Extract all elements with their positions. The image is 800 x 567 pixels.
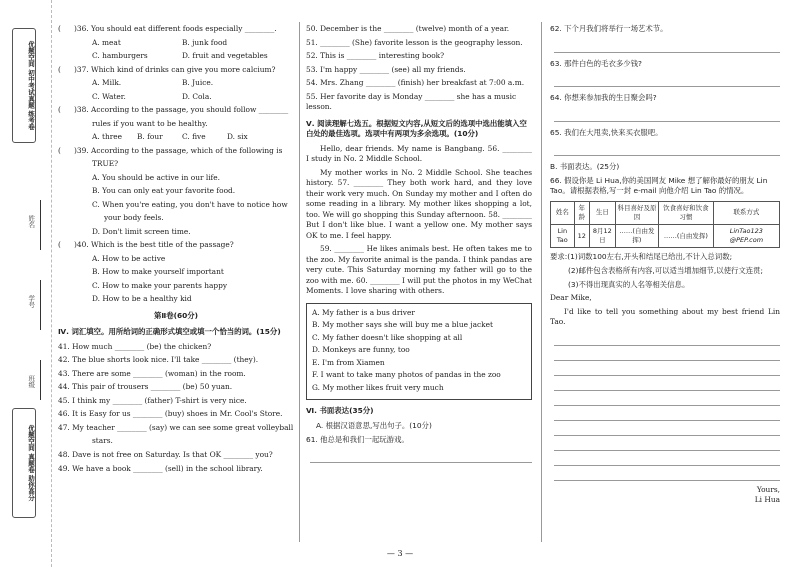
question-63: 63. 那件白色的毛衣多少钱?	[550, 58, 642, 68]
student-id-label: 学号	[27, 295, 36, 308]
passage-para-2: My mother works in No. 2 Middle School. She teaches history. 57. ________ They both work hard, and they love their work very much. On Sunday my mother and I often do some reading in a library. My mother likes shopping a lot, too. We will go shopping this Sunday afternoon. 58. ________ But I don't like blue. I want a yellow one. My mother says OK to me. I feel happy.	[306, 167, 532, 240]
writing-line[interactable]	[554, 436, 780, 451]
requirement-3: (3)不得出现真实的人名等相关信息。	[568, 279, 690, 289]
email-closing: Yours,	[756, 484, 780, 494]
fill-45: 45. I think my ________ (father) T-shirt is very nice.	[58, 395, 247, 405]
writing-line[interactable]	[554, 376, 780, 391]
writing-line[interactable]	[554, 421, 780, 436]
email-opening: I'd like to tell you something about my best friend Lin Tao.	[550, 306, 780, 327]
fill-51: 51. ________ (She) favorite lesson is the geography lesson.	[306, 37, 523, 47]
fill-46: 46. It is Easy for us ________ (buy) shoes in Mr. Cool's Store.	[58, 409, 283, 419]
question-40: ( )40. Which is the best title of the passage?	[58, 240, 234, 250]
email-greeting: Dear Mike,	[550, 293, 592, 303]
question-39: ( )39. According to the passage, which of the following is	[58, 145, 283, 155]
name-label: 姓名	[27, 215, 36, 228]
requirement-1: 要求:(1)词数100左右,开头和结尾已给出,不计入总词数;	[550, 252, 733, 262]
brand-badge-bottom: 优题空间 真题卷 助你高分	[12, 408, 36, 518]
fill-42: 42. The blue shorts look nice. I'll take ________ (they).	[58, 355, 259, 365]
section-b-title: B. 书面表达。(25分)	[550, 162, 620, 172]
question-62: 62. 下个月我们将举行一场艺术节。	[550, 24, 668, 33]
class-label: 班级	[27, 375, 36, 388]
passage-para-1: Hello, dear friends. My name is Bangbang. 56. ________ I study in No. 2 Middle School.	[306, 143, 532, 164]
brand-badge-top: 优题空间 初中考试真题 练考卷	[12, 28, 36, 143]
page-number: — 3 —	[386, 549, 414, 558]
fill-43: 43. There are some ________ (woman) in the room.	[58, 368, 246, 378]
fill-49: 49. We have a book ________ (sell) in the school library.	[58, 463, 263, 473]
fill-41: 41. How much ________ (be) the chicken?	[58, 341, 212, 351]
writing-line[interactable]	[554, 466, 780, 481]
writing-line[interactable]	[554, 451, 780, 466]
right-column	[550, 24, 780, 506]
fill-52: 52. This is ________ interesting book?	[306, 51, 445, 61]
fill-50: 50. December is the ________ (twelve) month of a year.	[306, 24, 510, 33]
writing-line[interactable]	[554, 406, 780, 421]
fill-54: 54. Mrs. Zhang ________ (finish) her breakfast at 7:00 a.m.	[306, 78, 525, 88]
answer-line-64[interactable]	[554, 107, 780, 122]
fill-53: 53. I'm happy ________ (see) all my friends.	[306, 64, 466, 74]
question-64: 64. 你想来参加我的生日聚会吗?	[550, 93, 657, 103]
question-65: 65. 我们在大甩卖,快来买衣服吧。	[550, 127, 663, 137]
writing-line[interactable]	[554, 331, 780, 346]
answer-line-62[interactable]	[554, 38, 780, 53]
section-6-part-a: A. 根据汉语意思,写出句子。(10分)	[316, 420, 432, 430]
student-id-line	[40, 280, 41, 330]
q36-options: A. meat B. junk food	[92, 37, 228, 47]
question-66: 66. 假设你是 Li Hua,你的美国网友 Mike 想了解你最好的朋友 Lin Tao。请根据表格,写一封 e-mail 向他介绍 Lin Tao 的情况。	[550, 175, 768, 196]
section-4-title: Ⅳ. 词汇填空。用所给词的正确形式填空或填一个恰当的词。(15分)	[58, 327, 281, 337]
fill-47: 47. My teacher ________ (say) we can see some great volleyball	[58, 422, 294, 432]
info-table: 姓名 年龄 生日 科目喜好及原因 饮食喜好和饮食习惯 联系方式 Lin Tao 12 8月12日 ……(自由发挥) ……(自由发挥) LinTao123 @PEP.com	[550, 201, 780, 249]
writing-line[interactable]	[554, 391, 780, 406]
binding-margin	[0, 0, 52, 567]
middle-column	[306, 24, 532, 463]
question-38: ( )38. According to the passage, you should follow ________	[58, 105, 289, 115]
answer-line-65[interactable]	[554, 141, 780, 156]
class-line	[40, 360, 41, 400]
question-36: ( )36. You should eat different foods especially ________.	[58, 24, 277, 33]
left-column: ( )36. You should eat different foods especially ________. A. meat B. junk food C. hamburgers D. fruit and vegetables ( )37. Which kind of drinks can give you more calcium? A. Milk. B. Juice. C. Water. D. Cola. ( )38. According to the passage, you should follow ________ rules if you want to be healthy. A. three B. four C. five D. six ( )39. According to the passage, which of the following is TRUE? A. You should be active in our life. B. You can only eat your favorite food. C. When you're eating, you don't have to notice how your body feels. D. Don't limit screen time. ( )40. Which is the best title of the passage? A. How to be active B. How to make yourself important C. How to make your parents happy D. How to be a healthy kid 第Ⅱ卷(60分) Ⅳ. 词汇填空。用所给词的正确形式填空或填一个恰当的词。(15分) 41. How much ________ (be) the chicken? 42. The blue shorts look nice. I'll take ________ (they). 43. There are some ________ (woman) in the room. 44. This pair of trousers ________ (be) 50 yuan. 45. I think my ________ (father) T-shirt is very nice. 46. It is Easy for us ________ (buy) shoes in Mr. Cool's Store. 47. My teacher ________ (say) we can see some great volleyball stars. 48. Dave is not free on Saturday. Is that OK ________ you? 49. We have a book ________ (sell) in the school library.	[58, 24, 294, 473]
question-61: 61. 他总是和我们一起玩游戏。	[306, 434, 409, 444]
question-37: ( )37. Which kind of drinks can give you more calcium?	[58, 64, 276, 74]
section-5-title: Ⅴ. 阅读理解七选五。根据短文内容,从短文后的选项中选出能填入空白处的最佳选项。选项中有两项为多余选项。(10分)	[306, 118, 527, 139]
writing-line[interactable]	[554, 346, 780, 361]
options-box: A. My father is a bus driver B. My mother says she will buy me a blue jacket C. My father doesn't like shopping at all D. Monkeys are funny, too E. I'm from Xiamen F. I want to take many photos of pandas in the zoo G. My mother likes fruit very much	[306, 303, 532, 401]
column-divider	[541, 22, 542, 542]
part-2-title: 第Ⅱ卷(60分)	[153, 310, 199, 320]
fill-48: 48. Dave is not free on Saturday. Is that OK ________ you?	[58, 449, 273, 459]
passage-para-3: 59. ________ He likes animals best. He often takes me to the zoo. My favorite animal is the panda. I think pandas are very cute. This Saturday morning my father will go to the zoo with me. 60. ________ I will put the photos in my WeChat Moments. I love sharing with others.	[306, 244, 532, 296]
email-signature: Li Hua	[754, 495, 780, 505]
answer-line-63[interactable]	[554, 72, 780, 87]
requirement-2: (2)邮件包含表格所有内容,可以适当增加细节,以使行文连贯;	[568, 266, 764, 275]
section-6-title: Ⅵ. 书面表达(35分)	[306, 406, 374, 416]
fill-44: 44. This pair of trousers ________ (be) 50 yuan.	[58, 382, 233, 392]
name-line	[40, 200, 41, 250]
column-divider	[299, 22, 300, 542]
writing-line[interactable]	[554, 361, 780, 376]
answer-line-61[interactable]	[310, 448, 532, 463]
fill-55: 55. Her favorite day is Monday ________ she has a music lesson.	[306, 91, 517, 112]
